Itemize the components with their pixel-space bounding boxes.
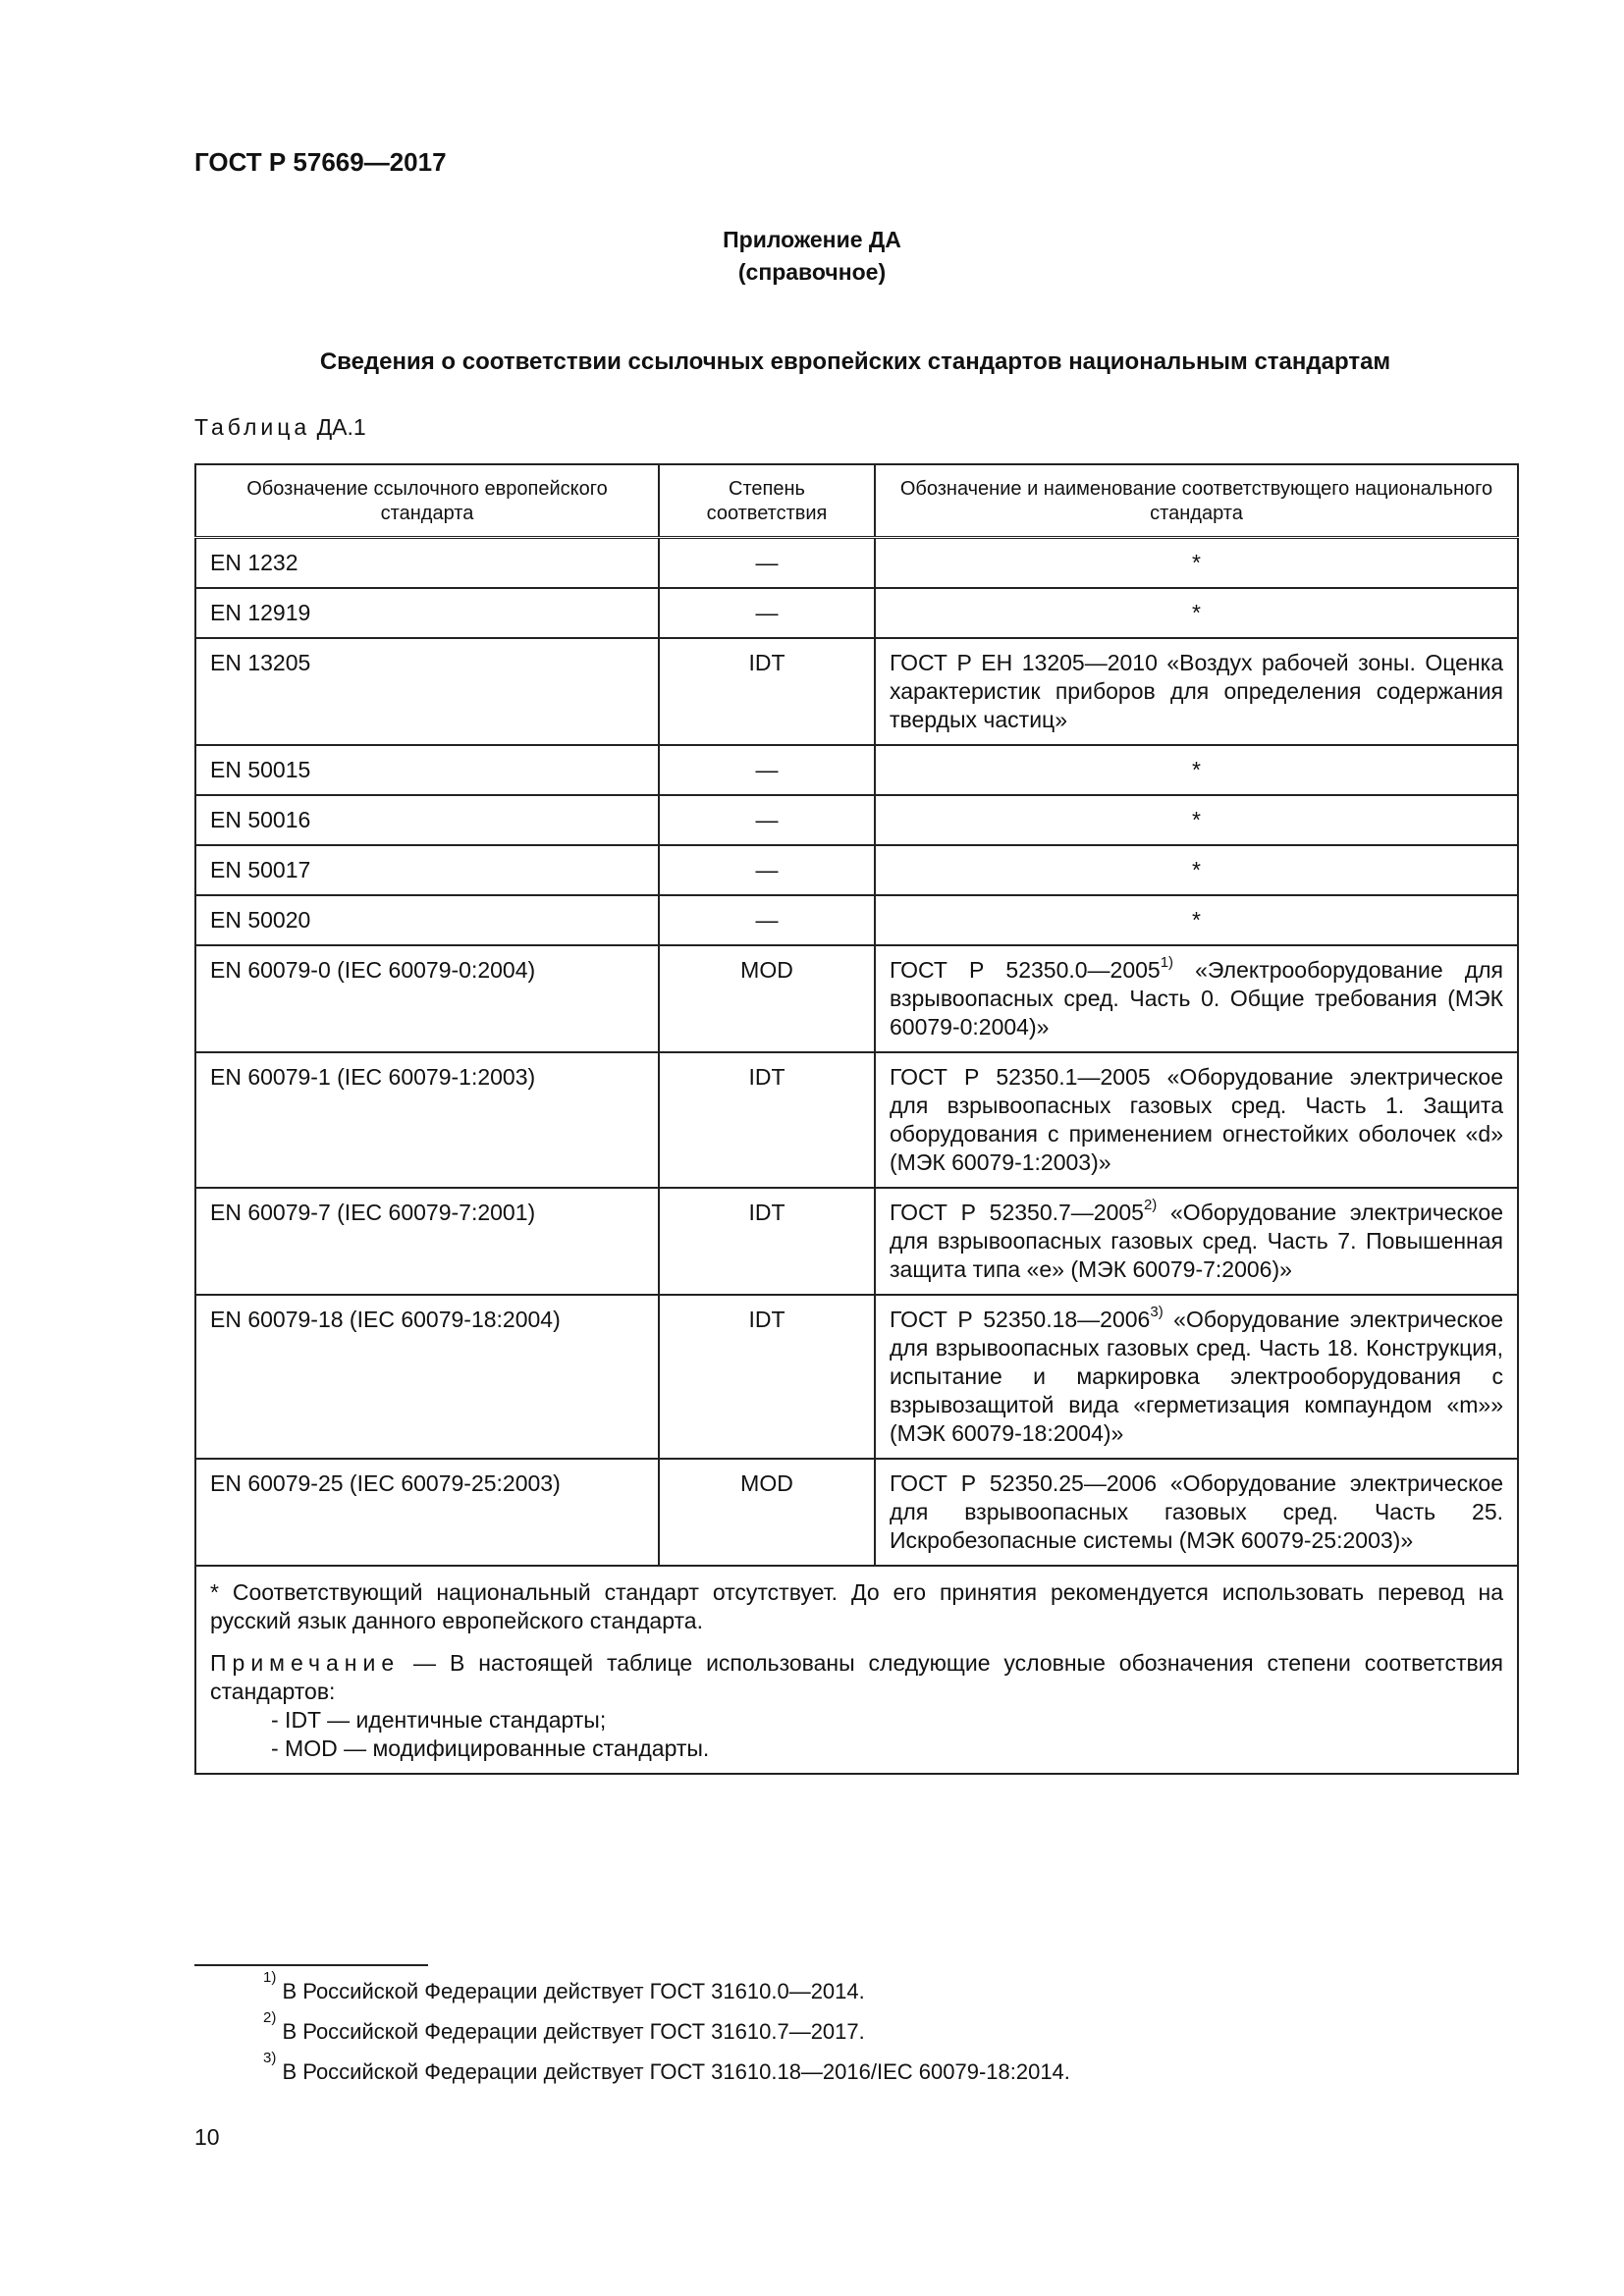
table-notes: [195, 1566, 1518, 1774]
cell-degree: —: [659, 795, 875, 845]
note-paragraph: [210, 1649, 1503, 1706]
table-notes-row: [195, 1566, 1518, 1774]
footnote-mark: 3): [263, 2050, 277, 2066]
page-number: 10: [194, 2124, 220, 2150]
cell-standard: EN 60079-25 (IEC 60079-25:2003): [195, 1459, 659, 1566]
cell-national: ГОСТ Р ЕН 13205—2010 «Воздух рабочей зоны. Оценка характеристик приборов для определения содержания твердых частиц»: [875, 638, 1518, 745]
star-note: * Соответствующий национальный стандарт отсутствует. До его принятия рекомендуется использовать перевод на русский язык данного европейского стандарта.: [210, 1579, 1503, 1633]
national-title: «Оборудование электрическое для взрывоопасных газовых сред. Часть 18. Конструкция, испытание и маркировка электрооборудования с взрывозащитой вида «герметизация компаундом «m»» (МЭК 60079-18:2004)»: [890, 1307, 1503, 1446]
cell-degree: MOD: [659, 945, 875, 1052]
annex-subtitle: (справочное): [737, 259, 887, 285]
national-designation: ГОСТ Р 52350.7—2005: [890, 1200, 1144, 1225]
table-caption: [194, 414, 366, 441]
table-row: [195, 845, 1518, 895]
footnote-separator: [194, 1964, 428, 1966]
table-caption-number: ДА.1: [316, 414, 366, 440]
cell-degree: —: [659, 538, 875, 589]
cell-standard: EN 50017: [195, 845, 659, 895]
table-caption-word: Таблица: [194, 414, 311, 440]
cell-standard: EN 60079-1 (IEC 60079-1:2003): [195, 1052, 659, 1188]
cell-national: *: [875, 538, 1518, 589]
table-row: [195, 1052, 1518, 1188]
annex-block: [0, 224, 1624, 289]
note-text: — В настоящей таблице использованы следующие условные обозначения степени соответствия стандартов:: [210, 1650, 1503, 1704]
document-code: ГОСТ Р 57669—2017: [194, 147, 447, 177]
table-row: [195, 945, 1518, 1052]
cell-standard: EN 1232: [195, 538, 659, 589]
cell-national: [875, 1188, 1518, 1295]
cell-standard: EN 60079-0 (IEC 60079-0:2004): [195, 945, 659, 1052]
section-heading: Сведения о соответствии ссылочных европейских стандартов национальным стандартам: [319, 348, 1391, 375]
cell-national: [875, 945, 1518, 1052]
cell-degree: —: [659, 745, 875, 795]
cell-standard: EN 13205: [195, 638, 659, 745]
standards-table: [194, 463, 1519, 1775]
cell-standard: EN 50015: [195, 745, 659, 795]
table-row: [195, 1188, 1518, 1295]
cell-national: *: [875, 895, 1518, 945]
cell-national: ГОСТ Р 52350.25—2006 «Оборудование электрическое для взрывоопасных газовых сред. Часть 25. Искробезопасные системы (МЭК 60079-25:2003)»: [875, 1459, 1518, 1566]
footnotes: [263, 1971, 1070, 2092]
footnote-ref: 2): [1143, 1197, 1158, 1213]
header-degree: Степень соответствия: [659, 464, 875, 538]
table-row: [195, 588, 1518, 638]
cell-standard: EN 12919: [195, 588, 659, 638]
footnote-ref: 1): [1160, 954, 1174, 971]
footnote-ref: 3): [1150, 1304, 1164, 1320]
cell-national: *: [875, 588, 1518, 638]
header-national-standard: Обозначение и наименование соответствующего национального стандарта: [875, 464, 1518, 538]
cell-national: *: [875, 795, 1518, 845]
table-row: [195, 745, 1518, 795]
footnote-text: В Российской Федерации действует ГОСТ 31610.18—2016/IEC 60079-18:2014.: [276, 2059, 1070, 2084]
footnote-item: [263, 2011, 1070, 2052]
note-label: Примечание: [210, 1650, 401, 1676]
header-european-standard: Обозначение ссылочного европейского стандарта: [195, 464, 659, 538]
cell-national: *: [875, 845, 1518, 895]
cell-degree: —: [659, 895, 875, 945]
cell-degree: IDT: [659, 638, 875, 745]
note-item: - IDT — идентичные стандарты;: [271, 1707, 607, 1733]
cell-degree: —: [659, 588, 875, 638]
national-title: «Оборудование электрическое для взрывоопасных газовых сред. Часть 7. Повышенная защита типа «е» (МЭК 60079-7:2006)»: [890, 1200, 1503, 1282]
note-item: - MOD — модифицированные стандарты.: [271, 1735, 710, 1761]
table-row: [195, 795, 1518, 845]
cell-degree: MOD: [659, 1459, 875, 1566]
cell-national: [875, 1295, 1518, 1459]
table-row: [195, 895, 1518, 945]
cell-degree: —: [659, 845, 875, 895]
cell-standard: EN 60079-7 (IEC 60079-7:2001): [195, 1188, 659, 1295]
footnote-mark: 1): [263, 1969, 277, 1986]
table-row: [195, 1295, 1518, 1459]
table-row: [195, 1459, 1518, 1566]
national-designation: ГОСТ Р 52350.0—2005: [890, 957, 1161, 983]
cell-standard: EN 60079-18 (IEC 60079-18:2004): [195, 1295, 659, 1459]
cell-degree: IDT: [659, 1052, 875, 1188]
footnote-mark: 2): [263, 2009, 277, 2026]
footnote-text: В Российской Федерации действует ГОСТ 31610.7—2017.: [276, 2019, 865, 2044]
national-title: «Электрооборудование для взрывоопасных сред. Часть 0. Общие требования (МЭК 60079-0:2004)»: [890, 957, 1503, 1040]
cell-national: *: [875, 745, 1518, 795]
table-row: [195, 538, 1518, 589]
cell-degree: IDT: [659, 1188, 875, 1295]
cell-degree: IDT: [659, 1295, 875, 1459]
footnote-item: [263, 2052, 1070, 2092]
table-header-row: [195, 464, 1518, 538]
table-row: [195, 638, 1518, 745]
national-designation: ГОСТ Р 52350.18—2006: [890, 1307, 1151, 1332]
footnote-text: В Российской Федерации действует ГОСТ 31610.0—2014.: [276, 1979, 865, 2003]
cell-national: ГОСТ Р 52350.1—2005 «Оборудование электрическое для взрывоопасных газовых сред. Часть 1. Защита оборудования с применением огнестойких оболочек «d» (МЭК 60079-1:2003)»: [875, 1052, 1518, 1188]
footnote-item: [263, 1971, 1070, 2011]
annex-title: Приложение ДА: [723, 227, 901, 252]
cell-standard: EN 50016: [195, 795, 659, 845]
cell-standard: EN 50020: [195, 895, 659, 945]
